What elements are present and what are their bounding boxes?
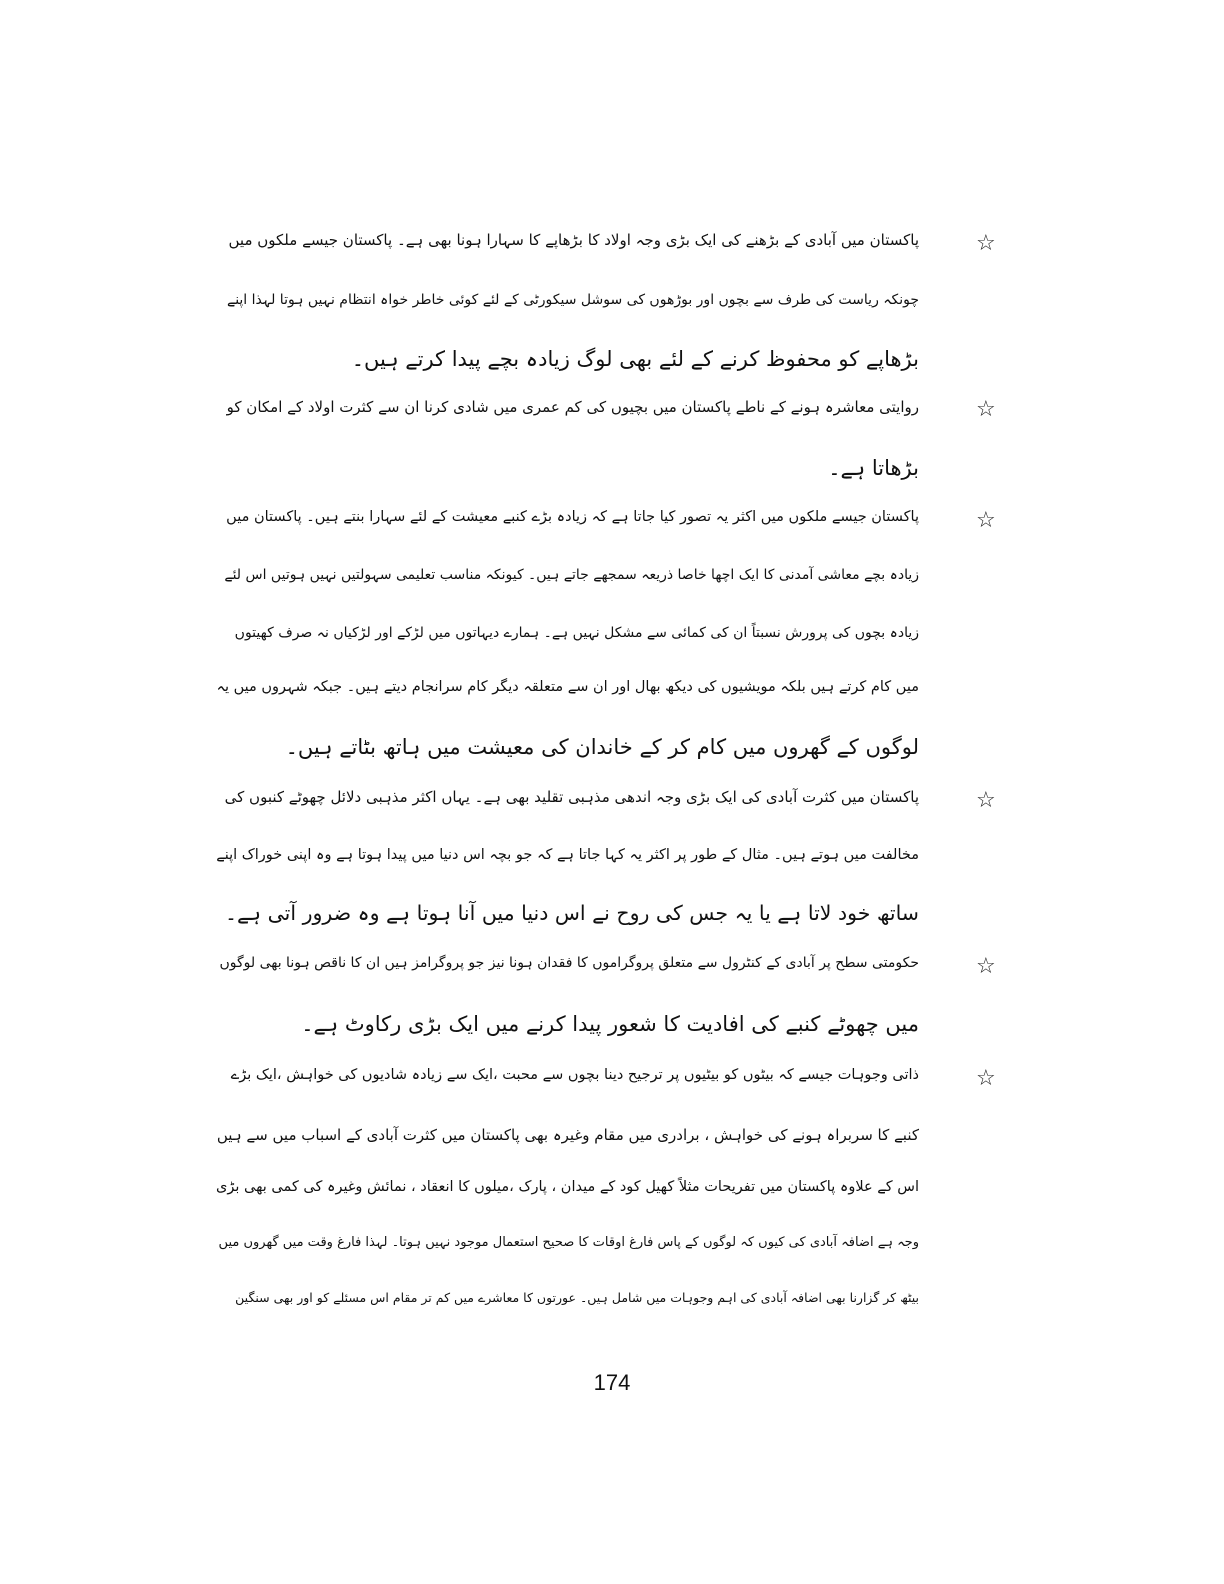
star-bullet-icon: ☆ <box>976 231 996 256</box>
paragraph-line: زیادہ بچوں کی پرورش نسبتاً ان کی کمائی سے مشکل نہیں ہے۔ ہمارے دیہاتوں میں لڑکے اور لڑکیاں نہ صرف کھیتوں <box>234 625 919 641</box>
paragraph-line: چونکہ ریاست کی طرف سے بچوں اور بوڑھوں کی سوشل سیکورٹی کے لئے کوئی خاطر خواہ انتظام نہیں ہوتا لہذا اپنے <box>226 292 919 308</box>
star-bullet-icon: ☆ <box>976 397 996 422</box>
page-number: 174 <box>593 1370 631 1395</box>
paragraph-line: بڑھاپے کو محفوظ کرنے کے لئے بھی لوگ زیادہ بچے پیدا کرتے ہیں۔ <box>351 347 919 371</box>
star-bullet-icon: ☆ <box>976 954 996 979</box>
paragraph-line: پاکستان میں آبادی کے بڑھنے کی ایک بڑی وجہ اولاد کا بڑھاپے کا سہارا ہونا بھی ہے۔ پاکستان جیسے ملکوں میں <box>228 231 919 249</box>
paragraph-line: پاکستان میں کثرت آبادی کی ایک بڑی وجہ اندھی مذہبی تقلید بھی ہے۔ یہاں اکثر مذہبی دلائل چھوٹے کنبوں کی <box>224 788 919 806</box>
paragraph-line: زیادہ بچے معاشی آمدنی کا ایک اچھا خاصا ذریعہ سمجھے جاتے ہیں۔ کیونکہ مناسب تعلیمی سہولتیں نہیں ہوتیں اس لئے <box>224 567 919 583</box>
star-bullet-icon: ☆ <box>976 1066 996 1091</box>
paragraph-line: مخالفت میں ہوتے ہیں۔ مثال کے طور پر اکثر یہ کہا جاتا ہے کہ جو بچہ اس دنیا میں پیدا ہوتا ہے وہ اپنی خوراک اپنے <box>216 847 919 863</box>
paragraph-line: میں چھوٹے کنبے کی افادیت کا شعور پیدا کرنے میں ایک بڑی رکاوٹ ہے۔ <box>301 1012 919 1036</box>
paragraph-line: روایتی معاشرہ ہونے کے ناطے پاکستان میں بچیوں کی کم عمری میں شادی کرنا ان سے کثرت اولاد کے امکان کو <box>226 398 919 416</box>
star-bullet-icon: ☆ <box>976 508 996 533</box>
paragraph-line: بیٹھ کر گزارنا بھی اضافہ آبادی کی اہم وجوہات میں شامل ہیں۔ عورتوں کا معاشرے میں کم تر مقام اس مسئلے کو اور بھی سنگین <box>235 1290 919 1305</box>
star-bullet-icon: ☆ <box>976 788 996 813</box>
paragraph-line: پاکستان جیسے ملکوں میں اکثر یہ تصور کیا جاتا ہے کہ زیادہ بڑے کنبے معیشت کے لئے سہارا بنتے ہیں۔ پاکستان میں <box>226 509 919 525</box>
paragraph-line: کنبے کا سربراہ ہونے کی خواہش ، برادری میں مقام وغیرہ بھی پاکستان میں کثرت آبادی کے اسباب میں سے ہیں <box>216 1126 919 1144</box>
paragraph-line: ساتھ خود لاتا ہے یا یہ جس کی روح نے اس دنیا میں آنا ہوتا ہے وہ ضرور آتی ہے۔ <box>225 901 919 925</box>
paragraph-line: بڑھاتا ہے۔ <box>828 456 919 480</box>
paragraph-line: ذاتی وجوہات جیسے کہ بیٹوں کو بیٹیوں پر ترجیح دینا بچوں سے محبت ،ایک سے زیادہ شادیوں کی خواہش ،ایک بڑے <box>230 1067 919 1083</box>
paragraph-line: لوگوں کے گھروں میں کام کر کے خاندان کی معیشت میں ہاتھ بٹاتے ہیں۔ <box>285 735 919 759</box>
paragraph-line: حکومتی سطح پر آبادی کے کنٹرول سے متعلق پروگراموں کا فقدان ہونا نیز جو پروگرامز ہیں ان کا ناقص ہونا بھی لوگوں <box>219 955 919 971</box>
paragraph-line: وجہ ہے اضافہ آبادی کی کیوں کہ لوگوں کے پاس فارغ اوقات کا صحیح استعمال موجود نہیں ہوتا۔ لہذا فارغ وقت میں گھروں میں <box>218 1235 919 1250</box>
paragraph-line: میں کام کرتے ہیں بلکہ مویشیوں کی دیکھ بھال اور ان سے متعلقہ دیگر کام سرانجام دیتے ہیں۔ جبکہ شہروں میں یہ <box>216 679 919 695</box>
paragraph-line: اس کے علاوہ پاکستان میں تفریحات مثلاً کھیل کود کے میدان ، پارک ،میلوں کا انعقاد ، نمائش وغیرہ کی کمی بھی بڑی <box>215 1179 919 1195</box>
